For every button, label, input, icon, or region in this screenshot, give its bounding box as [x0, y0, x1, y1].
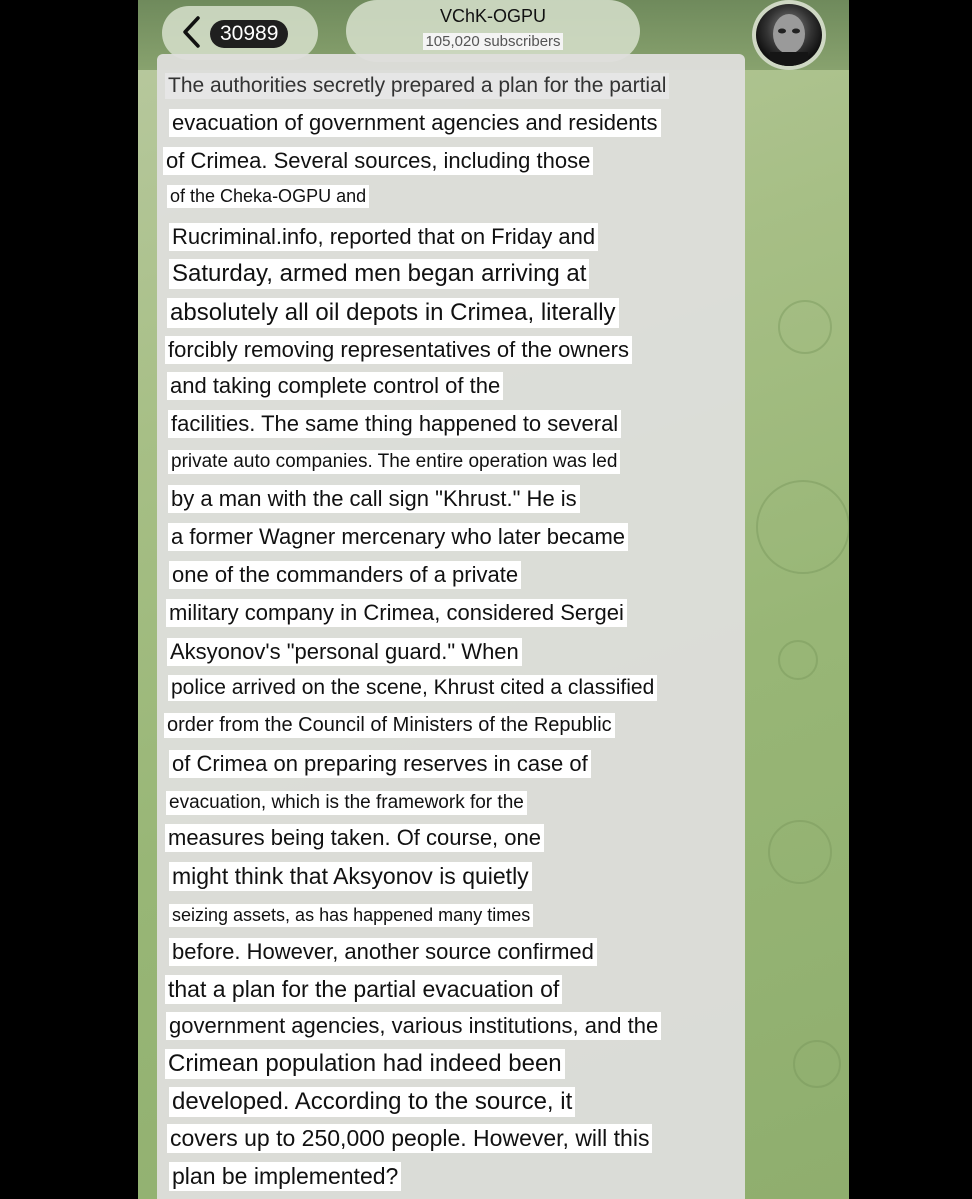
- message-line: absolutely all oil depots in Crimea, literally: [167, 298, 619, 328]
- unread-count-badge: 30989: [210, 20, 288, 48]
- channel-avatar[interactable]: [752, 0, 826, 70]
- message-line: plan be implemented?: [169, 1162, 401, 1191]
- message-line: The authorities secretly prepared a plan for the partial: [165, 73, 669, 99]
- message-line: one of the commanders of a private: [169, 561, 521, 589]
- channel-name: VChK-OGPU: [439, 6, 547, 26]
- back-button[interactable]: [162, 6, 318, 60]
- message-line: forcibly removing representatives of the owners: [165, 336, 632, 364]
- message-line: and taking complete control of the: [167, 372, 503, 400]
- message-line: police arrived on the scene, Khrust cited a classified: [168, 675, 657, 701]
- message-line: Aksyonov's "personal guard." When: [167, 638, 522, 666]
- message-line: of the Cheka-OGPU and: [167, 185, 369, 208]
- message-line: covers up to 250,000 people. However, will this: [167, 1124, 652, 1153]
- message-line: a former Wagner mercenary who later became: [168, 523, 628, 551]
- message-line: facilities. The same thing happened to several: [168, 410, 621, 438]
- message-line: by a man with the call sign "Khrust." He is: [168, 485, 580, 513]
- doodle-circle: [756, 480, 849, 574]
- channel-title[interactable]: [346, 0, 640, 62]
- message-line: developed. According to the source, it: [169, 1087, 575, 1117]
- message-line: order from the Council of Ministers of the Republic: [164, 713, 615, 738]
- message-line: evacuation of government agencies and residents: [169, 109, 661, 137]
- message-line: private auto companies. The entire operation was led: [168, 450, 620, 474]
- message-line: of Crimea on preparing reserves in case of: [169, 750, 591, 778]
- doodle-circle: [778, 300, 832, 354]
- message-line: measures being taken. Of course, one: [165, 824, 544, 852]
- doodle-circle: [778, 640, 818, 680]
- message-line: Crimean population had indeed been: [165, 1049, 565, 1079]
- doodle-circle: [768, 820, 832, 884]
- message-line: government agencies, various institutions, and the: [166, 1012, 661, 1040]
- message-line: that a plan for the partial evacuation of: [165, 975, 562, 1004]
- message-line: Rucriminal.info, reported that on Friday and: [169, 223, 598, 251]
- message-line: Saturday, armed men began arriving at: [169, 259, 589, 289]
- message-line: before. However, another source confirmed: [169, 938, 597, 966]
- face-icon: [756, 4, 822, 66]
- message-line: might think that Aksyonov is quietly: [169, 862, 532, 891]
- subscriber-count: 105,020 subscribers: [425, 33, 561, 50]
- message-line: military company in Crimea, considered Sergei: [166, 599, 627, 627]
- message-line: evacuation, which is the framework for the: [166, 791, 527, 815]
- chevron-left-icon: [180, 15, 202, 49]
- message-line: seizing assets, as has happened many times: [169, 904, 533, 927]
- message-line: of Crimea. Several sources, including those: [163, 147, 593, 175]
- doodle-circle: [793, 1040, 841, 1088]
- phone-screen: [138, 0, 849, 1199]
